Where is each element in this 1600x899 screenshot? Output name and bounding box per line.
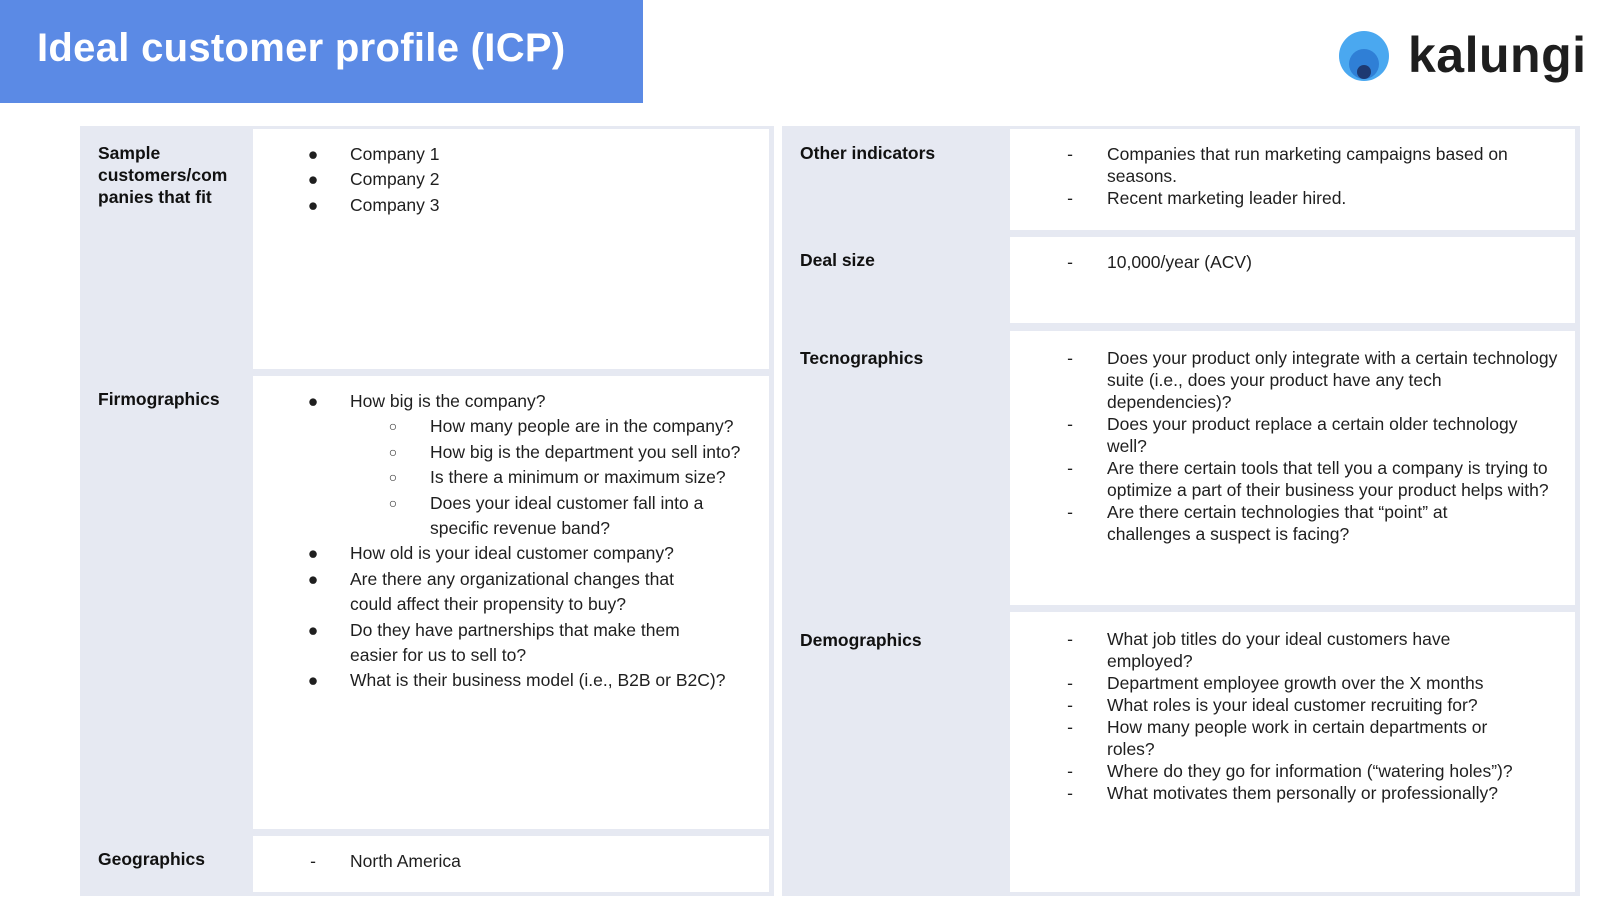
list-item: - Are there certain technologies that “point” at challenges a suspect is facing? [1067, 502, 1448, 544]
list-item: ● Do they have partnerships that make them easier for us to sell to? [307, 619, 680, 666]
firmographics-cell [253, 376, 769, 829]
deal-size-label: Deal size [800, 250, 875, 270]
list-item: ● Company 1 [307, 144, 440, 164]
list-item: ● Are there any organizational changes that could affect their propensity to buy? [307, 568, 674, 615]
kalungi-logo-icon [1338, 30, 1390, 82]
left-profile-table [80, 126, 774, 896]
geographics-label: Geographics [98, 849, 205, 869]
sample-customers-cell [253, 129, 769, 369]
other-indicators-label: Other indicators [800, 143, 936, 163]
tecnographics-label: Tecnographics [800, 348, 924, 368]
other-indicators-cell [1010, 129, 1575, 230]
list-item: - What roles is your ideal customer recruiting for? [1067, 695, 1478, 715]
list-item: - Department employee growth over the X months [1067, 673, 1484, 693]
kalungi-logo [1338, 27, 1587, 86]
list-item: ● How big is the company? [307, 391, 546, 411]
demographics-cell [1010, 612, 1575, 892]
sub-list-item: ○ Does your ideal customer fall into a specific revenue band? [388, 492, 704, 539]
list-item: - What motivates them personally or professionally? [1067, 783, 1499, 803]
geographics-cell [253, 836, 769, 892]
list-item: - Where do they go for information (“watering holes”)? [1067, 761, 1513, 781]
list-item: - 10,000/year (ACV) [1067, 252, 1252, 272]
sample-customers-label: Sample customers/com panies that fit [98, 143, 228, 207]
page-title: Ideal customer profile (ICP) [37, 26, 566, 70]
list-item: - Companies that run marketing campaigns based on seasons. [1067, 144, 1508, 186]
list-item: - Does your product replace a certain older technology well? [1067, 414, 1518, 456]
list-item: - How many people work in certain departments or roles? [1067, 717, 1488, 759]
list-item: ● How old is your ideal customer company? [307, 543, 674, 564]
list-item: ● Company 3 [307, 194, 440, 215]
list-item: - Are there certain tools that tell you a company is trying to optimize a part of their business your product helps with? [1067, 458, 1549, 500]
title-banner [0, 0, 643, 103]
demographics-label: Demographics [800, 630, 922, 650]
sub-list-item: ○ How big is the department you sell into? [388, 441, 741, 462]
tecnographics-cell [1010, 331, 1575, 605]
sub-list-item: ○ Is there a minimum or maximum size? [388, 467, 726, 488]
list-item: - Recent marketing leader hired. [1067, 188, 1347, 208]
list-item: ● What is their business model (i.e., B2B or B2C)? [307, 670, 726, 691]
list-item: - What job titles do your ideal customers have employed? [1067, 629, 1451, 671]
logo-wordmark: kalungi [1408, 27, 1587, 83]
firmographics-label: Firmographics [98, 389, 220, 409]
sub-list-item: ○ How many people are in the company? [388, 416, 734, 437]
list-item: - North America [310, 851, 461, 871]
list-item: - Does your product only integrate with a certain technology suite (i.e., does your product have any tech dependencies)? [1067, 348, 1558, 412]
deal-size-cell [1010, 237, 1575, 323]
list-item: ● Company 2 [307, 169, 440, 190]
right-profile-table [782, 126, 1580, 896]
